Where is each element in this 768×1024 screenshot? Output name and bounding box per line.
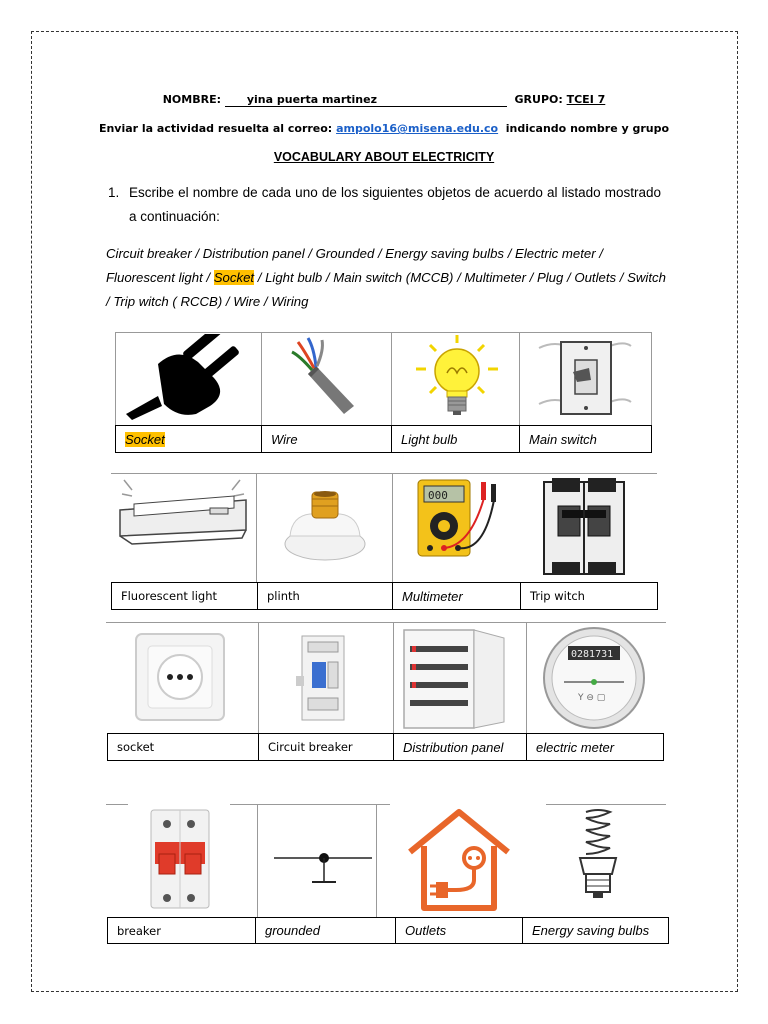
divider (392, 473, 393, 583)
fluorescent-light-image (112, 474, 254, 554)
answer-circuit-breaker: Circuit breaker (258, 733, 394, 761)
lamp-holder-image (280, 486, 370, 566)
word-list-part2: / Light bulb / Main switch (MCCB) / Multimeter / Plug / Outlets / Switch / Trip witch ( RCCB) / Wire / Wiring (106, 270, 666, 309)
instruction-suffix: indicando nombre y grupo (505, 122, 670, 135)
answer-breaker: breaker (107, 917, 258, 944)
answer-wire: Wire (261, 425, 392, 453)
divider (258, 622, 259, 734)
divider (546, 804, 666, 805)
divider (256, 473, 257, 583)
divider (106, 804, 128, 805)
divider (526, 622, 527, 734)
answer-outlets: Outlets (395, 917, 523, 944)
answer-socket-2: socket (107, 733, 259, 761)
answer-multimeter: Multimeter (392, 582, 521, 610)
word-list (106, 242, 666, 314)
question-text: Escribe el nombre de cada uno de los siguientes objetos de acuerdo al listado mostrado a continuación: (129, 185, 661, 224)
main-switch-image (535, 334, 635, 422)
divider (257, 804, 258, 918)
light-bulb-image (402, 333, 512, 423)
wall-socket-image (132, 632, 228, 722)
trip-switch-image (540, 476, 630, 576)
answer-electric-meter: electric meter (526, 733, 664, 761)
nombre-value: yina puerta martinez (225, 94, 507, 107)
svg-text:000: 000 (428, 489, 448, 502)
answer-plinth: plinth (257, 582, 393, 610)
word-list-part1: Circuit breaker / Distribution panel / Grounded / Energy saving bulbs / Electric meter / Fluorescent light / (106, 246, 603, 285)
circuit-breaker-image (294, 632, 350, 724)
distribution-panel-image (398, 624, 516, 734)
page-title: VOCABULARY ABOUT ELECTRICITY (273, 150, 495, 164)
grupo-label: GRUPO: (514, 93, 563, 106)
answer-socket: Socket (115, 425, 262, 453)
electric-meter-image (540, 626, 648, 730)
divider (106, 622, 666, 623)
divider (230, 804, 390, 805)
divider (393, 622, 394, 734)
name-group-line (0, 93, 768, 107)
breaker-image (145, 806, 215, 912)
answer-light-bulb: Light bulb (391, 425, 520, 453)
nombre-label: NOMBRE: (162, 93, 221, 106)
answer-fluorescent-light: Fluorescent light (111, 582, 258, 610)
energy-saving-bulb-image (568, 806, 628, 906)
answer-trip-witch: Trip witch (520, 582, 658, 610)
meter-reading: 0281731 (571, 649, 614, 660)
wire-image (286, 336, 368, 416)
answer-energy-saving-bulbs: Energy saving bulbs (522, 917, 669, 944)
question-number: 1. (108, 185, 120, 200)
divider (391, 332, 392, 426)
grounded-symbol-image (270, 830, 376, 890)
answer-distribution-panel: Distribution panel (393, 733, 527, 761)
word-list-highlight: Socket (213, 270, 255, 285)
plug-image (118, 334, 258, 424)
question-1 (108, 181, 661, 229)
outlets-image (404, 806, 514, 914)
instruction-prefix: Enviar la actividad resuelta al correo: (98, 122, 333, 135)
answer-grounded: grounded (255, 917, 396, 944)
instruction-line (0, 122, 768, 135)
grupo-value: TCEI 7 (566, 93, 606, 106)
email-link[interactable]: ampolo16@misena.edu.co (336, 122, 499, 135)
answer-main-switch: Main switch (519, 425, 652, 453)
svg-text:Y ⊖ ▢: Y ⊖ ▢ (578, 693, 606, 703)
divider (261, 332, 262, 426)
divider (376, 804, 377, 918)
divider (519, 332, 520, 426)
multimeter-image (414, 476, 506, 560)
